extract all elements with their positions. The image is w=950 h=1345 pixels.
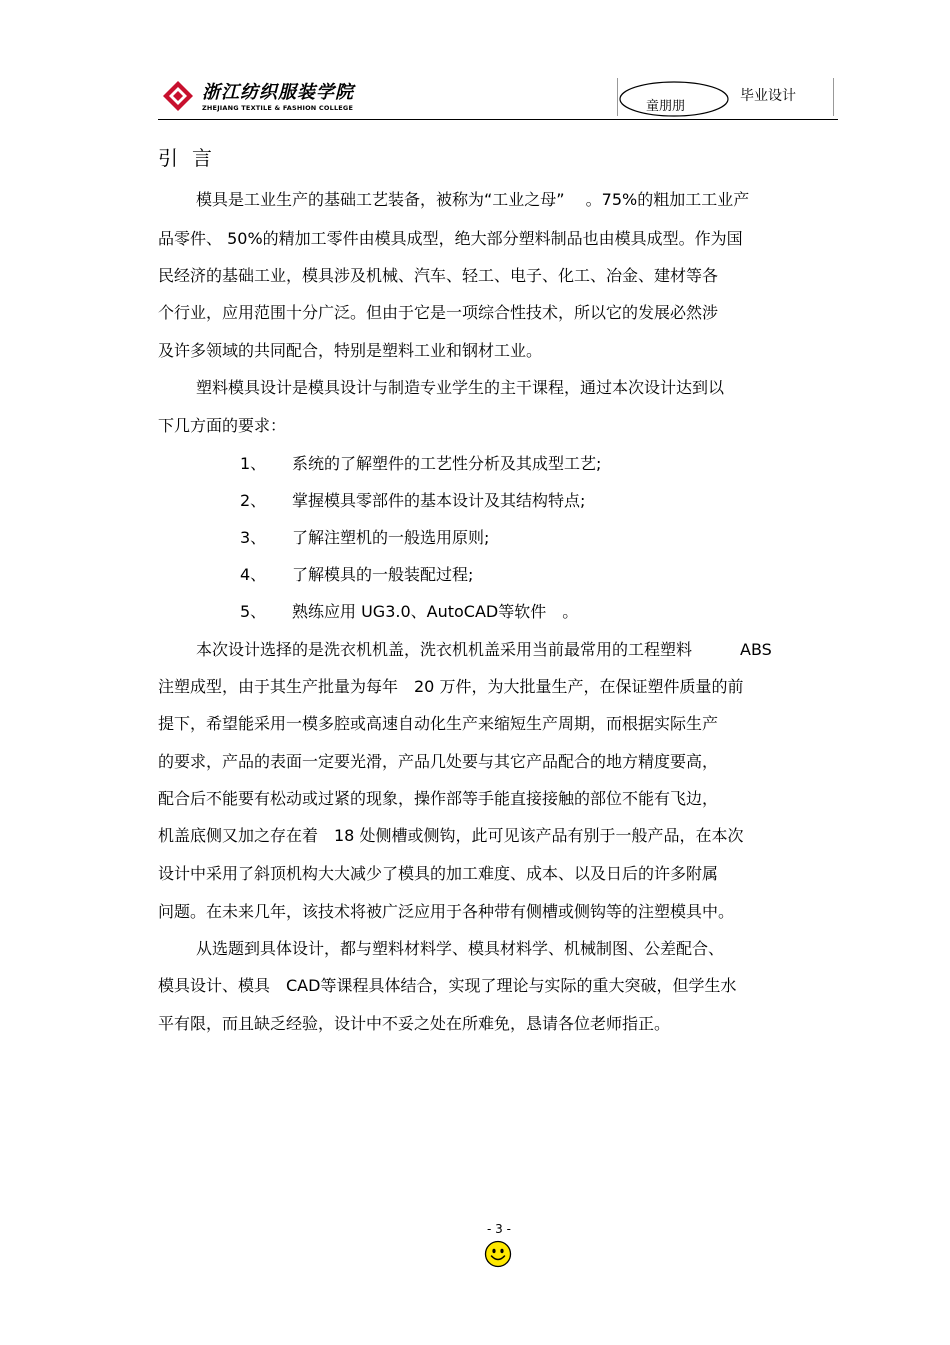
paragraph-line: 从选题到具体设计，都与塑料材料学、模具材料学、机械制图、公差配合、 — [196, 939, 725, 958]
paragraph-line: 机盖底侧又加之存在着 18 处侧槽或侧钩，此可见该产品有别于一般产品，在本次 — [158, 826, 744, 845]
paragraph-line: 的要求，产品的表面一定要光滑，产品几处要与其它产品配合的地方精度要高， — [158, 752, 719, 771]
paragraph-line: 平有限，而且缺乏经验，设计中不妥之处在所难免，恳请各位老师指正。 — [158, 1014, 671, 1033]
author-name: 童朋朋 — [646, 99, 686, 114]
logo-chinese-name: 浙江纺织服装学院 — [202, 82, 354, 103]
paragraph-line: 及许多领域的共同配合，特别是塑料工业和钢材工业。 — [158, 341, 543, 360]
paragraph-line: 品零件、 50%的精加工零件由模具成型，绝大部分塑料制品也由模具成型。作为国 — [158, 229, 743, 248]
paragraph-line: 塑料模具设计是模具设计与制造专业学生的主干课程，通过本次设计达到以 — [196, 378, 725, 397]
page-header — [158, 70, 838, 120]
requirement-number: 3、 — [240, 528, 267, 547]
paragraph-line: 提下，希望能采用一模多腔或高速自动化生产来缩短生产周期，而根据实际生产 — [158, 714, 719, 733]
paragraph-line: 下几方面的要求： — [158, 416, 287, 435]
paragraph-line: 模具设计、模具 CAD等课程具体结合，实现了理论与实际的重大突破，但学生水 — [158, 976, 737, 995]
requirement-number: 2、 — [240, 491, 267, 510]
requirement-number: 5、 — [240, 602, 267, 621]
requirement-item — [240, 488, 585, 511]
header-divider — [833, 78, 834, 116]
requirement-text: 系统的了解塑件的工艺性分析及其成型工艺; — [292, 454, 602, 473]
thesis-label: 毕业设计 — [740, 88, 796, 104]
requirement-text: 掌握模具零部件的基本设计及其结构特点; — [292, 491, 586, 510]
college-logo — [162, 76, 352, 116]
paragraph-line: 本次设计选择的是洗衣机机盖，洗衣机机盖采用当前最常用的工程塑料 ABS — [196, 640, 772, 659]
requirement-item — [240, 525, 489, 548]
requirement-item — [240, 599, 578, 622]
requirement-text: 熟练应用 UG3.0、AutoCAD等软件 。 — [292, 602, 579, 621]
page-number: - 3 - — [487, 1222, 511, 1236]
logo-english-name: ZHEJIANG TEXTILE & FASHION COLLEGE — [202, 104, 354, 112]
requirement-text: 了解模具的一般装配过程; — [292, 565, 474, 584]
requirement-number: 4、 — [240, 565, 267, 584]
requirement-item — [240, 562, 473, 585]
smiley-icon — [484, 1240, 512, 1268]
header-divider — [617, 78, 618, 116]
section-title: 引言 — [158, 146, 226, 170]
paragraph-line: 个行业，应用范围十分广泛。但由于它是一项综合性技术，所以它的发展必然涉 — [158, 303, 719, 322]
paragraph-line: 模具是工业生产的基础工艺装备，被称为“工业之母” 。75%的粗加工工业产 — [196, 190, 750, 209]
requirement-item — [240, 451, 601, 474]
paragraph-line: 问题。在未来几年，该技术将被广泛应用于各种带有侧槽或侧钩等的注塑模具中。 — [158, 902, 735, 921]
college-emblem-icon — [162, 80, 194, 112]
paragraph-line: 注塑成型，由于其生产批量为每年 20 万件，为大批量生产，在保证塑件质量的前 — [158, 677, 744, 696]
header-rule — [158, 119, 838, 120]
requirement-number: 1、 — [240, 454, 267, 473]
author-stamp — [618, 80, 728, 116]
paragraph-line: 民经济的基础工业，模具涉及机械、汽车、轻工、电子、化工、冶金、建材等各 — [158, 266, 719, 285]
paragraph-line: 配合后不能要有松动或过紧的现象，操作部等手能直接接触的部位不能有飞边， — [158, 789, 719, 808]
paragraph-line: 设计中采用了斜顶机构大大减少了模具的加工难度、成本、以及日后的许多附属 — [158, 864, 719, 883]
requirement-text: 了解注塑机的一般选用原则; — [292, 528, 490, 547]
